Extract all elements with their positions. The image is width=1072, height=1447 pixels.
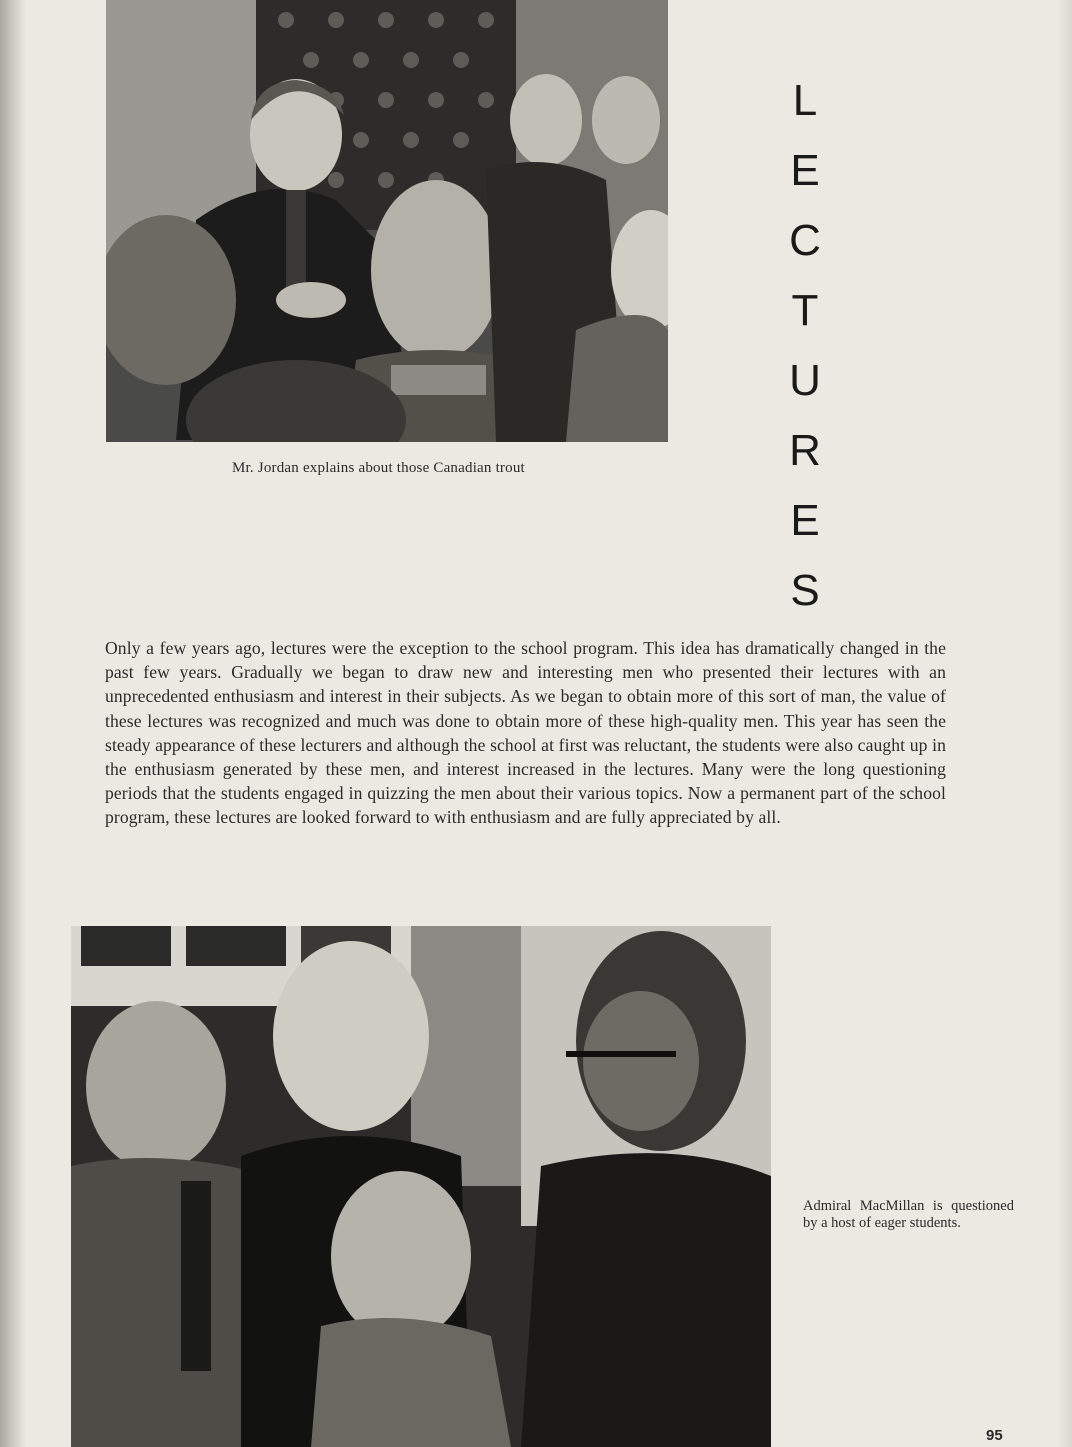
body-paragraph: Only a few years ago, lectures were the exception to the school program. This idea has dramatically changed in the past few years. Gradually we began to draw new and interesting men who presented their lectures with an unprecedented enthusiasm and interest in their subjects. As we began to obtain more of this sort of man, the value of these lectures was recognized and much was done to obtain more of these high-quality men. This year has seen the steady appearance of these lecturers and although the school at first was reluctant, the students were also caught up in the enthusiasm generated by these men, and interest increased in the lectures. Many were the long questioning periods that the students engaged in quizzing the men about their various topics. Now a permanent part of the school program, these lectures are looked forward to with enthusiasm and are fully appreciated by all. <box>105 638 946 828</box>
photo-mr-jordan <box>106 0 668 442</box>
photo-caption-bottom: Admiral MacMillan is questioned by a host of eager students. <box>803 1198 1014 1231</box>
title-letter: L <box>792 76 818 125</box>
photo-admiral-macmillan <box>71 926 771 1447</box>
page-gutter-shadow <box>0 0 26 1447</box>
title-letter: R <box>789 426 821 475</box>
title-letter: E <box>790 146 820 195</box>
title-letter: T <box>791 286 819 335</box>
title-letter: E <box>790 496 820 545</box>
page-title-lectures <box>770 66 840 626</box>
title-letter: U <box>789 356 821 405</box>
page-edge <box>1058 0 1072 1447</box>
title-letter: C <box>789 216 821 265</box>
page-number: 95 <box>986 1427 1003 1444</box>
photo-caption-top: Mr. Jordan explains about those Canadian trout <box>232 460 525 476</box>
title-letter: S <box>790 566 820 615</box>
